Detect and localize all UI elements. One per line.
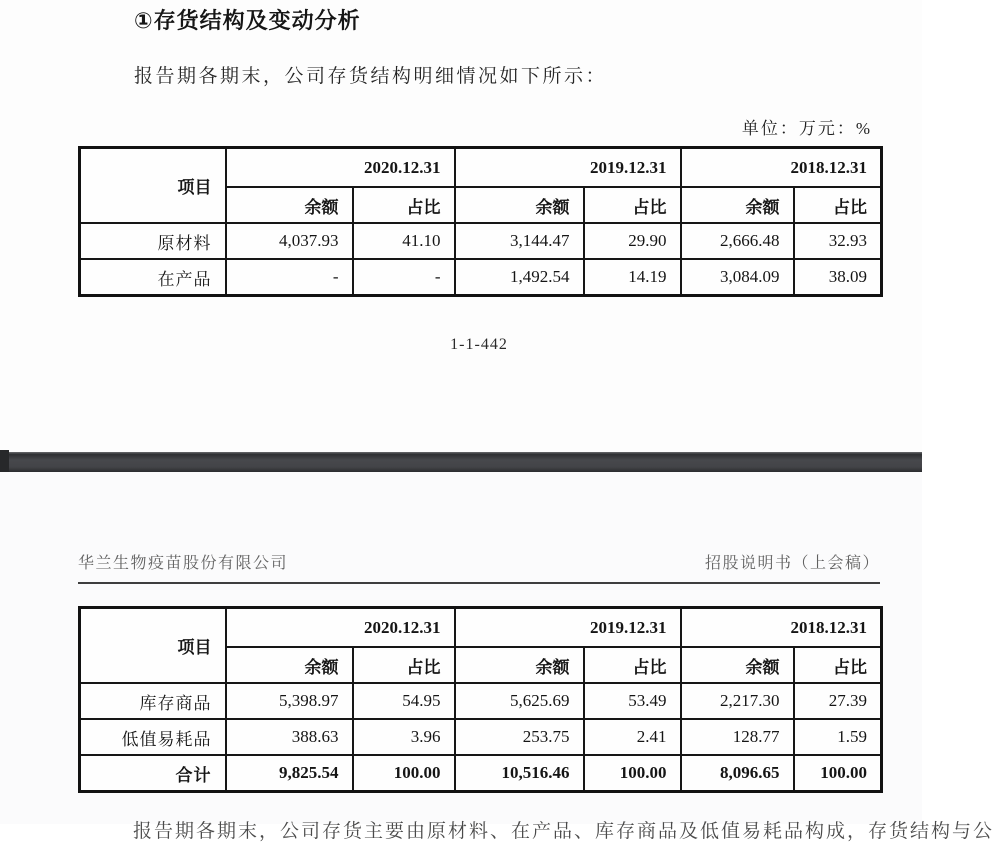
cell-value: 2,217.30 xyxy=(681,683,794,719)
inventory-structure-table-2 xyxy=(78,606,883,793)
table-row-work-in-progress xyxy=(80,259,882,296)
col-header-period-2018: 2018.12.31 xyxy=(681,148,882,188)
cell-value: 54.95 xyxy=(353,683,455,719)
col-header-ratio: 占比 xyxy=(584,187,681,223)
cell-value: 3,084.09 xyxy=(681,259,794,296)
company-name: 华兰生物疫苗股份有限公司 xyxy=(78,555,289,572)
row-label: 库存商品 xyxy=(80,683,226,719)
cell-value: 100.00 xyxy=(353,755,455,792)
table-row-total xyxy=(80,755,882,792)
cell-value: 29.90 xyxy=(584,223,681,259)
cell-value: 1,492.54 xyxy=(455,259,584,296)
cell-value: 3.96 xyxy=(353,719,455,755)
page-1 xyxy=(0,0,922,452)
cell-value: 41.10 xyxy=(353,223,455,259)
page-separator-band xyxy=(0,452,922,472)
col-header-ratio: 占比 xyxy=(794,187,882,223)
table-row-low-value-consumables xyxy=(80,719,882,755)
col-header-ratio: 占比 xyxy=(353,647,455,683)
col-header-item: 项目 xyxy=(80,608,226,684)
col-header-period-2018: 2018.12.31 xyxy=(681,608,882,648)
cell-value: - xyxy=(353,259,455,296)
cell-value: - xyxy=(226,259,353,296)
inventory-structure-table-1 xyxy=(78,146,883,297)
document-type-label: 招股说明书（上会稿） xyxy=(704,555,880,572)
cell-value: 38.09 xyxy=(794,259,882,296)
col-header-balance: 余额 xyxy=(226,187,353,223)
cell-value: 388.63 xyxy=(226,719,353,755)
page-2 xyxy=(0,472,994,842)
cell-value: 32.93 xyxy=(794,223,882,259)
cell-value: 128.77 xyxy=(681,719,794,755)
col-header-period-2019: 2019.12.31 xyxy=(455,608,681,648)
table-header-row-periods xyxy=(80,148,882,188)
cell-value: 27.39 xyxy=(794,683,882,719)
cell-value: 9,825.54 xyxy=(226,755,353,792)
col-header-period-2020: 2020.12.31 xyxy=(226,148,455,188)
table-row-raw-materials xyxy=(80,223,882,259)
section-title: ①存货结构及变动分析 xyxy=(134,8,361,33)
table-header-row-periods xyxy=(80,608,882,648)
row-label: 在产品 xyxy=(80,259,226,296)
cell-value: 3,144.47 xyxy=(455,223,584,259)
col-header-ratio: 占比 xyxy=(584,647,681,683)
col-header-ratio: 占比 xyxy=(794,647,882,683)
col-header-balance: 余额 xyxy=(681,187,794,223)
table-row-finished-goods xyxy=(80,683,882,719)
cell-value: 5,398.97 xyxy=(226,683,353,719)
cell-value: 1.59 xyxy=(794,719,882,755)
col-header-balance: 余额 xyxy=(681,647,794,683)
col-header-ratio: 占比 xyxy=(353,187,455,223)
cell-value: 2.41 xyxy=(584,719,681,755)
page-edge-shadow xyxy=(0,450,9,472)
cell-value: 5,625.69 xyxy=(455,683,584,719)
row-label: 低值易耗品 xyxy=(80,719,226,755)
cell-value: 4,037.93 xyxy=(226,223,353,259)
col-header-period-2020: 2020.12.31 xyxy=(226,608,455,648)
cell-value: 8,096.65 xyxy=(681,755,794,792)
unit-label: 单位：万元：% xyxy=(741,119,872,138)
cell-value: 100.00 xyxy=(584,755,681,792)
running-header xyxy=(78,550,880,584)
cell-value: 53.49 xyxy=(584,683,681,719)
clipped-paragraph: 报告期各期末，公司存货主要由原材料、在产品、库存商品及低值易耗品构成，存货结构与公 xyxy=(133,821,994,842)
col-header-balance: 余额 xyxy=(226,647,353,683)
col-header-balance: 余额 xyxy=(455,187,584,223)
cell-value: 253.75 xyxy=(455,719,584,755)
cell-value: 10,516.46 xyxy=(455,755,584,792)
row-label: 原材料 xyxy=(80,223,226,259)
col-header-balance: 余额 xyxy=(455,647,584,683)
col-header-period-2019: 2019.12.31 xyxy=(455,148,681,188)
cell-value: 14.19 xyxy=(584,259,681,296)
col-header-item: 项目 xyxy=(80,148,226,224)
cell-value: 100.00 xyxy=(794,755,882,792)
page-number: 1-1-442 xyxy=(450,336,508,353)
intro-paragraph: 报告期各期末，公司存货结构明细情况如下所示： xyxy=(134,66,608,87)
row-label: 合计 xyxy=(80,755,226,792)
cell-value: 2,666.48 xyxy=(681,223,794,259)
